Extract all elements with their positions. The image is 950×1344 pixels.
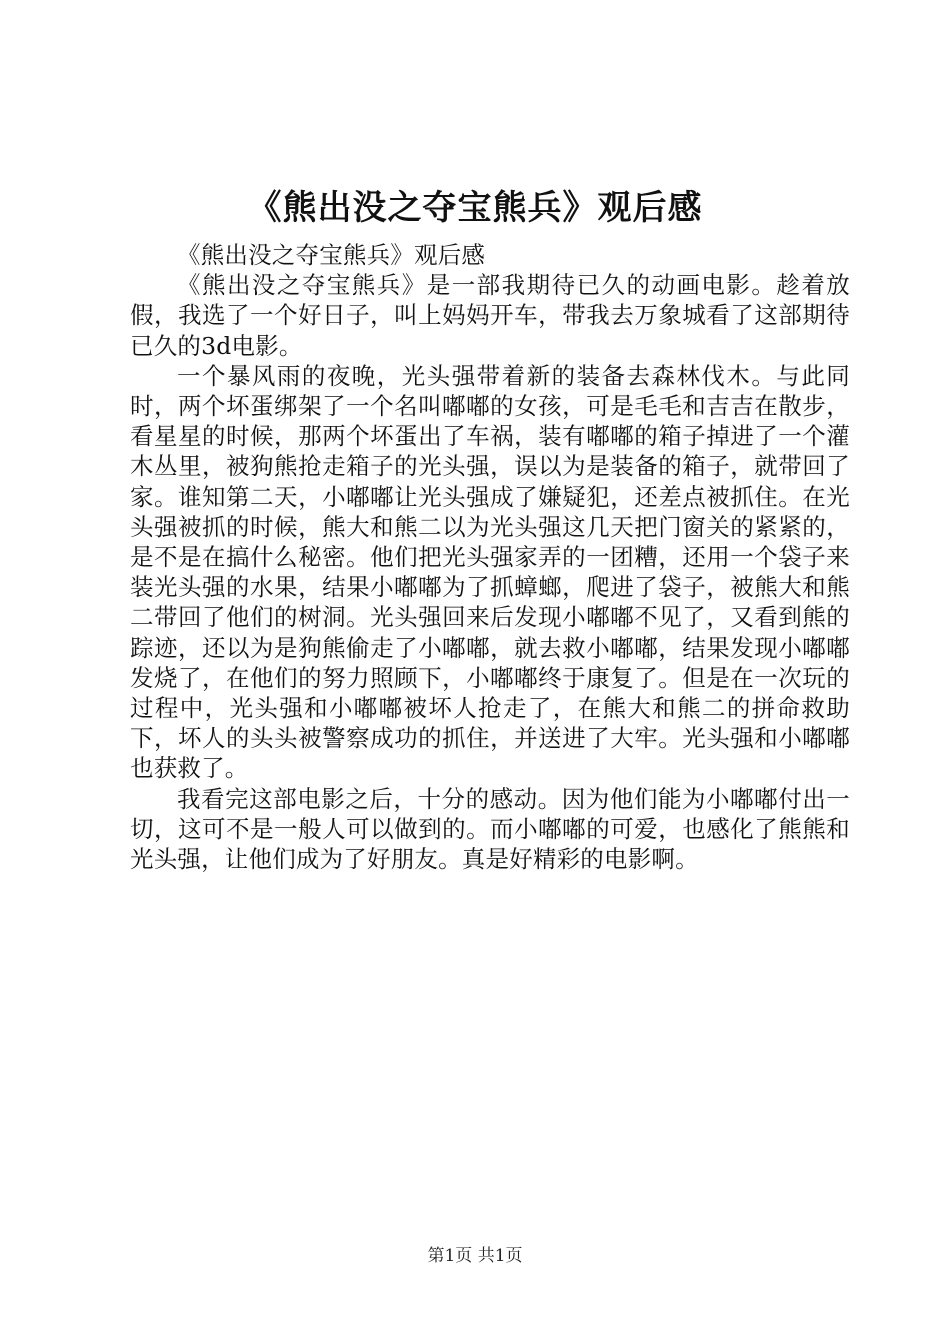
document-title: 《熊出没之夺宝熊兵》观后感 xyxy=(247,188,703,228)
paragraph-subtitle: 《熊出没之夺宝熊兵》观后感 xyxy=(177,241,486,269)
paragraph-intro: 《熊出没之夺宝熊兵》是一部我期待已久的动画电影。趁着放假，我选了一个好日子，叫上妈妈开车，带我去万象城看了这部期待已久的3d电影。 xyxy=(130,271,850,360)
document-body xyxy=(130,240,850,874)
paragraph-conclusion: 我看完这部电影之后，十分的感动。因为他们能为小嘟嘟付出一切，这可不是一般人可以做到的。而小嘟嘟的可爱，也感化了熊熊和光头强，让他们成为了好朋友。真是好精彩的电影啊。 xyxy=(130,784,850,874)
page-number-footer: 第1页 共1页 xyxy=(427,1246,523,1266)
paragraph-plot: 一个暴风雨的夜晚，光头强带着新的装备去森林伐木。与此同时，两个坏蛋绑架了一个名叫嘟嘟的女孩，可是毛毛和吉吉在散步，看星星的时候，那两个坏蛋出了车祸，装有嘟嘟的箱子掉进了一个灌木丛里，被狗熊抢走箱子的光头强，误以为是装备的箱子，就带回了家。谁知第二天，小嘟嘟让光头强成了嫌疑犯，还差点被抓住。在光头强被抓的时候，熊大和熊二以为光头强这几天把门窗关的紧紧的，是不是在搞什么秘密。他们把光头强家弄的一团糟，还用一个袋子来装光头强的水果，结果小嘟嘟为了抓蟑螂，爬进了袋子，被熊大和熊二带回了他们的树洞。光头强回来后发现小嘟嘟不见了，又看到熊的踪迹，还以为是狗熊偷走了小嘟嘟，就去救小嘟嘟，结果发现小嘟嘟发烧了，在他们的努力照顾下，小嘟嘟终于康复了。但是在一次玩的过程中，光头强和小嘟嘟被坏人抢走了，在熊大和熊二的拼命救助下，坏人的头头被警察成功的抓住，并送进了大牢。光头强和小嘟嘟也获救了。 xyxy=(130,361,850,783)
